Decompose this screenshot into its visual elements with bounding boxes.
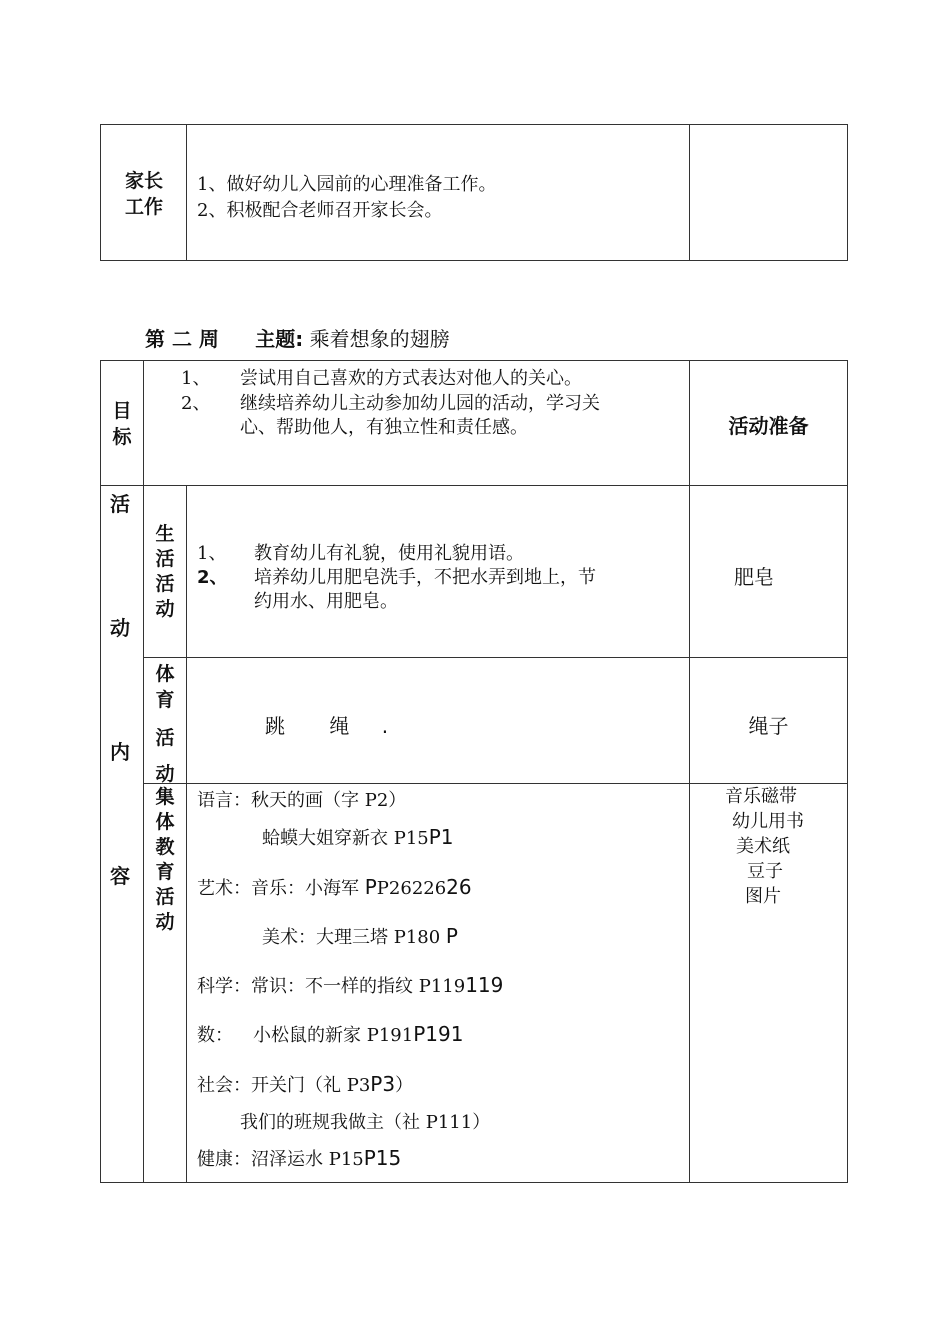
language-item: 蛤蟆大姐穿新衣 P15	[262, 828, 429, 849]
goal-text: 心、帮助他人，有独立性和责任感。	[240, 417, 528, 438]
label-char: 活	[155, 886, 175, 908]
sports-activity	[265, 710, 388, 739]
collective-math	[197, 1021, 463, 1047]
sports-activity-dot: .	[381, 714, 389, 738]
divider	[143, 360, 144, 1183]
goal-number: 2、	[181, 393, 211, 414]
page-ref: P3	[370, 1072, 396, 1096]
goals-label-line2: 标	[112, 426, 132, 448]
art-fine: 美术：大理三塔 P180	[262, 927, 446, 948]
content-label-char: 内	[110, 740, 130, 764]
parent-work-label-line2: 工作	[124, 196, 163, 218]
label-char: 集	[155, 786, 175, 808]
collective-social-item: 我们的班规我做主（社 P111）	[240, 1112, 491, 1133]
prep-item: 音乐磁带	[725, 786, 797, 807]
collective-language-item	[262, 824, 454, 850]
goal-number: 1、	[181, 368, 211, 389]
divider	[186, 485, 187, 1183]
label-char: 活	[155, 727, 175, 749]
parent-work-item: 1、做好幼儿入园前的心理准备工作。	[197, 174, 497, 195]
label-char: 活	[155, 573, 175, 595]
page-ref: P	[364, 875, 377, 899]
page-ref: 26	[446, 875, 472, 899]
art-prefix: 艺术：	[197, 878, 251, 899]
math-prefix: 数：	[197, 1025, 233, 1046]
divider	[143, 657, 848, 658]
collective-prep-list	[690, 784, 847, 909]
sports-prep: 绳子	[748, 714, 789, 738]
prep-item: 豆子	[747, 861, 783, 882]
collective-science	[197, 972, 503, 998]
sports-activity-label	[150, 659, 180, 785]
label-char: 活	[155, 548, 175, 570]
theme-title: 乘着想象的翅膀	[309, 327, 450, 351]
label-char: 生	[155, 523, 175, 545]
parent-work-label	[110, 168, 178, 220]
page-ref: 119	[465, 973, 504, 997]
language-item: 秋天的画（字 P2）	[251, 790, 407, 811]
label-char: 动	[155, 763, 175, 785]
content-label-char: 活	[110, 492, 130, 516]
goals-label	[107, 398, 137, 450]
health-item: 健康：沼泽运水 P15	[197, 1149, 364, 1170]
label-char: 教	[155, 836, 175, 858]
label-char: 育	[155, 689, 175, 711]
goal-text: 尝试用自己喜欢的方式表达对他人的关心。	[240, 368, 582, 389]
content-label-char: 动	[110, 616, 130, 640]
label-char: 动	[155, 911, 175, 933]
parent-work-item: 2、积极配合老师召开家长会。	[197, 200, 443, 221]
collective-health	[197, 1145, 401, 1171]
content-label-char: 容	[110, 864, 130, 888]
collective-art-fine	[262, 923, 458, 949]
art-music: 音乐：小海军	[251, 878, 365, 899]
social-item: 社会：开关门（礼 P3	[197, 1075, 371, 1096]
prep-item: 美术纸	[736, 836, 790, 857]
divider	[100, 485, 848, 486]
theme-separator: :	[295, 327, 304, 351]
week-plan-table	[100, 360, 848, 1183]
collective-art-music	[197, 874, 472, 900]
page-ref: P26226	[376, 878, 447, 899]
divider	[689, 360, 690, 1183]
life-prep: 肥皂	[734, 565, 774, 589]
life-activity-label	[150, 522, 180, 622]
sports-activity-word: 绳	[329, 714, 350, 738]
divider	[186, 124, 187, 261]
page-ref: P1	[428, 825, 454, 849]
parent-work-label-line1: 家长	[124, 170, 163, 192]
social-close: ）	[395, 1075, 414, 1096]
page-ref: P	[445, 924, 458, 948]
page-ref: P191	[413, 1022, 464, 1046]
page-ref: P15	[363, 1146, 402, 1170]
collective-social	[197, 1071, 413, 1097]
math-item: 小松鼠的新家 P191	[253, 1025, 414, 1046]
life-item-text: 培养幼儿用肥皂洗手，不把水弄到地上，节	[254, 567, 596, 588]
label-char: 动	[155, 598, 175, 620]
life-item-text: 约用水、用肥皂。	[254, 591, 398, 612]
collective-activity-label	[150, 785, 180, 935]
divider	[689, 124, 690, 261]
life-item-text: 教育幼儿有礼貌，使用礼貌用语。	[254, 543, 524, 564]
language-prefix: 语言：	[197, 790, 251, 811]
prep-item: 幼儿用书	[732, 811, 804, 832]
goals-label-line1: 目	[112, 400, 132, 422]
label-char: 育	[155, 861, 175, 883]
prep-header: 活动准备	[728, 414, 809, 438]
week-heading	[145, 323, 450, 352]
sports-activity-word: 跳	[265, 714, 285, 738]
goal-text: 继续培养幼儿主动参加幼儿园的活动，学习关	[240, 393, 600, 414]
prep-item: 图片	[745, 886, 781, 907]
week-label: 第 二 周	[145, 327, 219, 351]
life-item-number: 1、	[197, 543, 227, 564]
label-char: 体	[155, 811, 175, 833]
science-item: 科学：常识：不一样的指纹 P119	[197, 976, 466, 997]
label-char: 体	[155, 663, 175, 685]
theme-label: 主题	[255, 327, 296, 351]
collective-language	[197, 786, 406, 812]
life-item-number: 2、	[197, 567, 228, 588]
